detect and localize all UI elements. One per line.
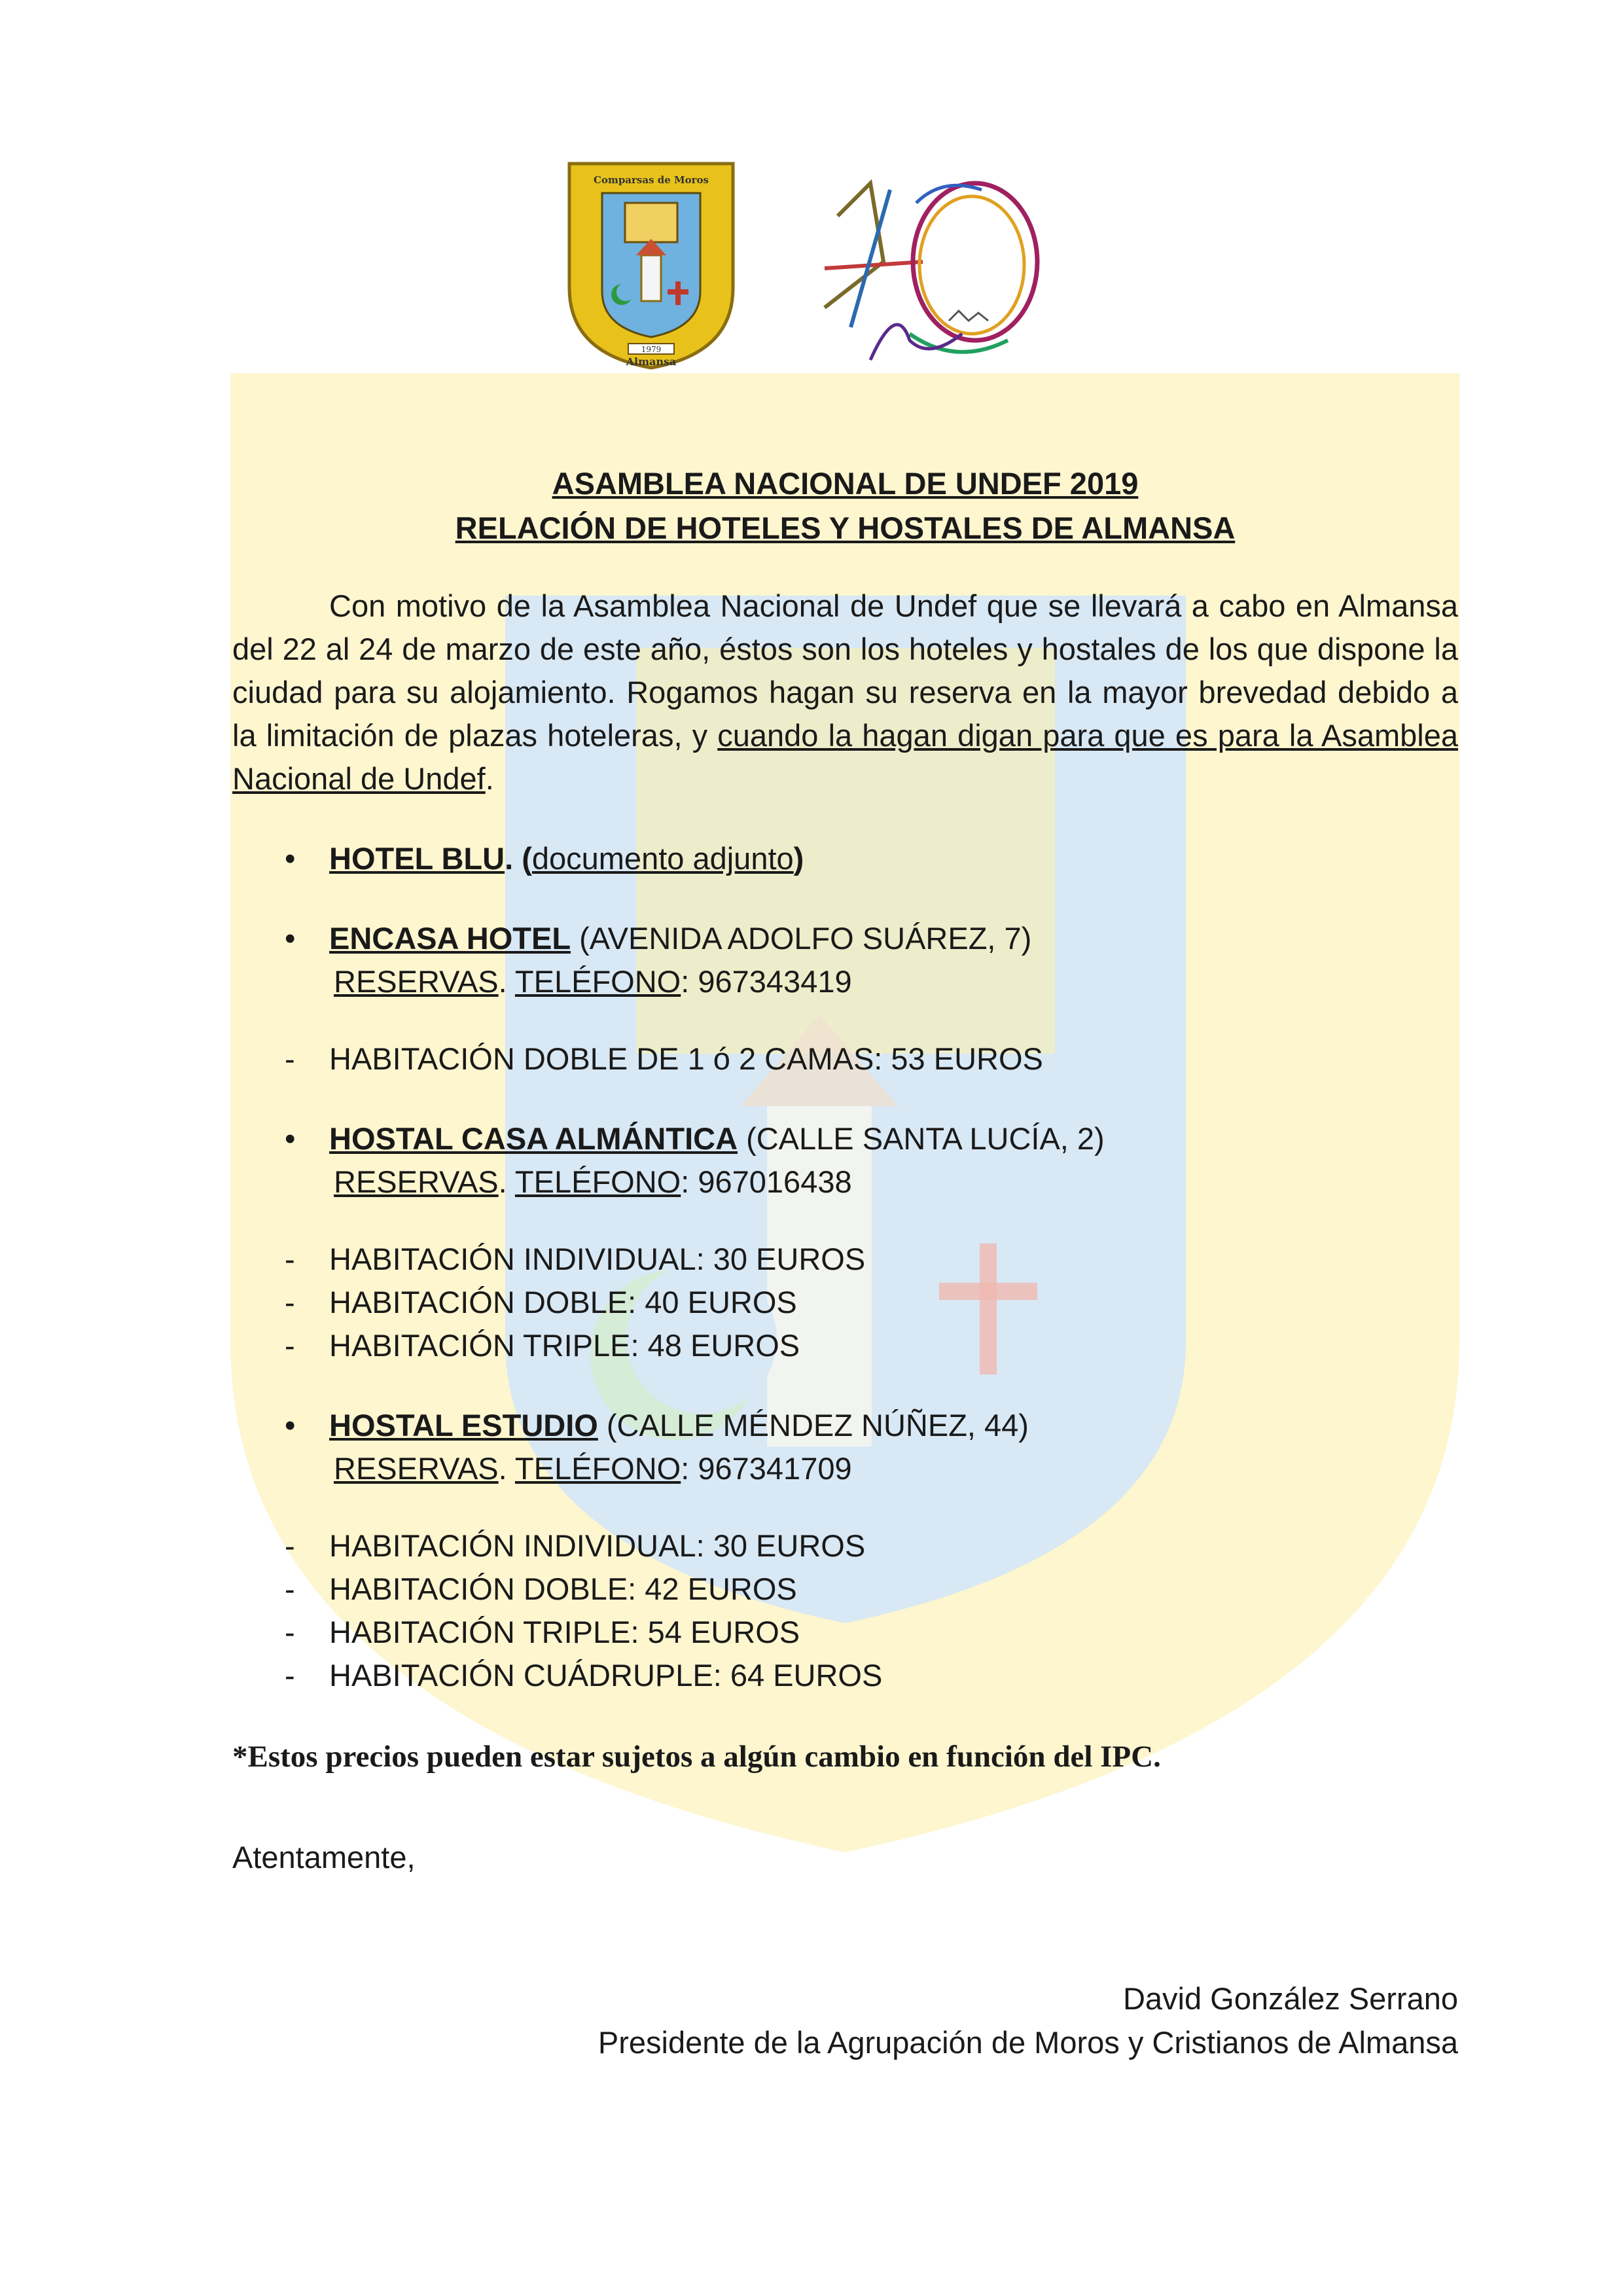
reservas-dot: . bbox=[498, 1451, 507, 1486]
hotel-name-dot: . bbox=[505, 841, 514, 876]
hotel-entry-estudio bbox=[232, 1404, 1458, 1447]
room-item bbox=[232, 1611, 1458, 1654]
room-item bbox=[232, 1324, 1458, 1367]
room-text: HABITACIÓN INDIVIDUAL: 30 EUROS bbox=[329, 1242, 866, 1276]
hotel-name: ENCASA HOTEL bbox=[329, 921, 571, 956]
signature-role: Presidente de la Agrupación de Moros y Cristianos de Almansa bbox=[597, 2025, 1458, 2060]
phone-number: : 967341709 bbox=[681, 1451, 852, 1486]
hotel-entry-casa-almantica bbox=[232, 1117, 1458, 1160]
telefono-label: TELÉFONO bbox=[514, 1164, 681, 1199]
title-line-1: ASAMBLEA NACIONAL DE UNDEF 2019 bbox=[552, 466, 1139, 501]
dash-marker: - bbox=[285, 1658, 295, 1693]
room-item bbox=[232, 1281, 1458, 1324]
reservas-dot: . bbox=[498, 1164, 507, 1199]
room-text: HABITACIÓN TRIPLE: 48 EUROS bbox=[329, 1328, 800, 1363]
room-item bbox=[232, 1654, 1458, 1697]
phone-number: : 967343419 bbox=[681, 964, 852, 999]
hotel-name: HOTEL BLU bbox=[329, 841, 505, 876]
reservas-label: RESERVAS bbox=[334, 1164, 499, 1199]
agrupacion-shield-icon bbox=[563, 157, 740, 373]
room-text: HABITACIÓN DOBLE: 42 EUROS bbox=[329, 1571, 797, 1606]
hotel-name: HOSTAL ESTUDIO bbox=[329, 1408, 598, 1443]
document-body bbox=[232, 461, 1458, 1879]
room-text: HABITACIÓN TRIPLE: 54 EUROS bbox=[329, 1615, 800, 1649]
room-list bbox=[232, 1238, 1458, 1367]
signature-block bbox=[598, 1977, 1458, 2064]
room-text: HABITACIÓN DOBLE: 40 EUROS bbox=[329, 1285, 797, 1319]
intro-underlined-text: cuando la hagan digan para que es para la Asamblea Nacional de Undef bbox=[232, 718, 1458, 796]
bullet-icon: • bbox=[285, 1408, 296, 1443]
hotel-name: HOSTAL CASA ALMÁNTICA bbox=[329, 1121, 738, 1156]
room-item bbox=[232, 1524, 1458, 1568]
room-text: HABITACIÓN DOBLE DE 1 ó 2 CAMAS: 53 EUROS bbox=[329, 1041, 1043, 1076]
hotel-address: (CALLE MÉNDEZ NÚÑEZ, 44) bbox=[597, 1408, 1029, 1443]
reservas-label: RESERVAS bbox=[334, 1451, 499, 1486]
signature-name: David González Serrano bbox=[1122, 1981, 1458, 2016]
reservas-dot: . bbox=[498, 964, 507, 999]
room-list bbox=[232, 1524, 1458, 1697]
dash-marker: - bbox=[285, 1615, 295, 1649]
dash-marker: - bbox=[285, 1242, 295, 1276]
bullet-icon: • bbox=[285, 1121, 296, 1156]
price-note: *Estos precios pueden estar sujetos a algún cambio en función del IPC. bbox=[232, 1740, 1161, 1774]
telefono-label: TELÉFONO bbox=[514, 964, 681, 999]
intro-paragraph bbox=[232, 584, 1458, 800]
room-item bbox=[232, 1568, 1458, 1611]
header-logos bbox=[563, 157, 1086, 393]
room-text: HABITACIÓN CUÁDRUPLE: 64 EUROS bbox=[329, 1658, 883, 1693]
dash-marker: - bbox=[285, 1328, 295, 1363]
room-item bbox=[232, 1037, 1458, 1081]
hotel-entry-encasa bbox=[232, 917, 1458, 960]
dash-marker: - bbox=[285, 1528, 295, 1563]
phone-number: : 967016438 bbox=[681, 1164, 852, 1199]
svg-text:Almansa: Almansa bbox=[626, 355, 677, 368]
hotel-address: (CALLE SANTA LUCÍA, 2) bbox=[738, 1121, 1105, 1156]
svg-text:1979: 1979 bbox=[641, 345, 662, 354]
room-list bbox=[232, 1037, 1458, 1081]
attached-document-link[interactable]: documento adjunto bbox=[531, 841, 794, 876]
intro-end: . bbox=[485, 761, 494, 796]
hotel-address: (AVENIDA ADOLFO SUÁREZ, 7) bbox=[571, 921, 1032, 956]
hotel-entry-blu bbox=[232, 837, 1458, 880]
dash-marker: - bbox=[285, 1285, 295, 1319]
reservation-line bbox=[232, 1447, 1458, 1490]
dash-marker: - bbox=[285, 1041, 295, 1076]
dash-marker: - bbox=[285, 1571, 295, 1606]
document-title bbox=[232, 461, 1458, 550]
svg-text:Comparsas de Moros: Comparsas de Moros bbox=[594, 174, 709, 186]
intro-text: Con motivo de la Asamblea Nacional de Undef que se llevará a cabo en Almansa del 22 al 24 de marzo de este año, éstos son los hoteles y hostales de los que dispone la ciudad para su alojamiento. Rogamos hagan su reserva en la mayor brevedad debido a la limitación de plazas hoteleras, y bbox=[232, 588, 1458, 753]
reservation-line bbox=[232, 960, 1458, 1003]
room-text: HABITACIÓN INDIVIDUAL: 30 EUROS bbox=[329, 1528, 866, 1563]
bullet-icon: • bbox=[285, 841, 296, 876]
reservation-line bbox=[232, 1160, 1458, 1204]
room-item bbox=[232, 1238, 1458, 1281]
close-paren: ) bbox=[793, 841, 804, 876]
title-line-2: RELACIÓN DE HOTELES Y HOSTALES DE ALMANSA bbox=[455, 511, 1236, 545]
telefono-label: TELÉFONO bbox=[514, 1451, 681, 1486]
bullet-icon: • bbox=[285, 921, 296, 956]
closing-salutation: Atentamente, bbox=[232, 1840, 416, 1874]
reservas-label: RESERVAS bbox=[334, 964, 499, 999]
forty-anniversary-logo-icon bbox=[812, 164, 1073, 373]
open-paren: ( bbox=[522, 841, 532, 876]
